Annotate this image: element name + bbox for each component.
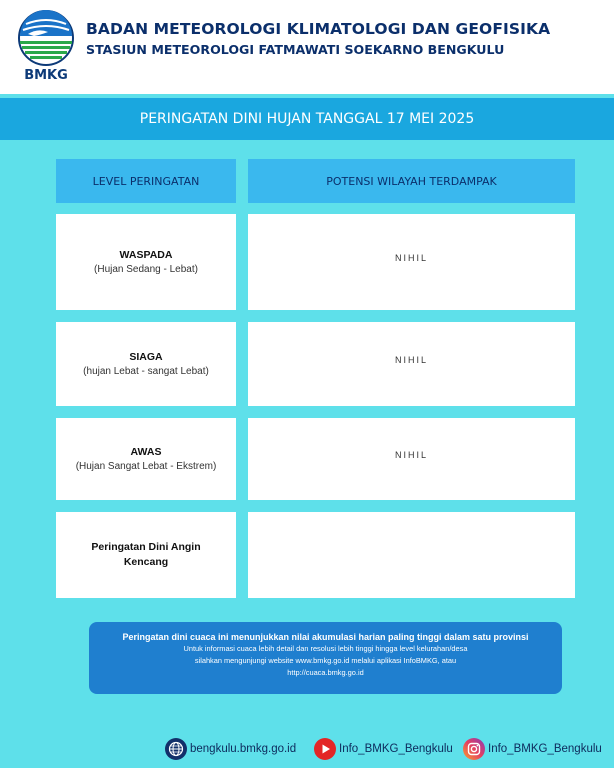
level-cell-waspada: [56, 214, 236, 310]
note-line: silahkan mengunjungi website www.bmkg.go.id melalui aplikasi InfoBMKG, atau: [194, 656, 457, 665]
area-value: NIHIL: [394, 450, 428, 460]
column-header-area: POTENSI WILAYAH TERDAMPAK: [248, 159, 575, 203]
level-name: AWAS: [130, 446, 162, 458]
level-name: Peringatan Dini Angin Kencang: [91, 541, 201, 568]
bmkg-logo: [14, 10, 78, 86]
area-value: NIHIL: [394, 253, 428, 263]
org-name: BADAN METEOROLOGI KLIMATOLOGI DAN GEOFISIKA: [86, 20, 551, 38]
column-header-level: LEVEL PERINGATAN: [56, 159, 236, 203]
level-detail: (hujan Lebat - sangat Lebat): [83, 366, 209, 377]
level-name: WASPADA: [119, 249, 173, 261]
youtube-icon: [314, 738, 336, 760]
area-value: NIHIL: [394, 355, 428, 365]
footer-website[interactable]: [165, 737, 296, 761]
level-name: SIAGA: [129, 351, 163, 363]
level-detail: (Hujan Sedang - Lebat): [94, 264, 198, 275]
info-note: [89, 622, 562, 694]
bmkg-logo-icon: [14, 10, 78, 68]
area-cell-awas: [248, 418, 575, 500]
note-line: Untuk informasi cuaca lebih detail dan resolusi lebih tinggi hingga level kelurahan/desa: [183, 644, 468, 653]
area-cell-siaga: [248, 322, 575, 406]
instagram-text: Info_BMKG_Bengkulu: [488, 743, 602, 755]
website-text: bengkulu.bmkg.go.id: [190, 743, 297, 755]
note-main: Peringatan dini cuaca ini menunjukkan nilai akumulasi harian paling tinggi dalam satu provinsi: [122, 632, 529, 642]
footer-instagram[interactable]: [463, 737, 602, 761]
youtube-text: Info_BMKG_Bengkulu: [339, 743, 453, 755]
footer-youtube[interactable]: [314, 737, 453, 761]
area-cell-wind: [248, 512, 575, 598]
level-cell-wind: [56, 512, 236, 598]
level-detail: (Hujan Sangat Lebat - Ekstrem): [75, 461, 217, 472]
level-cell-siaga: [56, 322, 236, 406]
instagram-icon: [463, 738, 485, 760]
station-name: STASIUN METEOROLOGI FATMAWATI SOEKARNO BENGKULU: [86, 42, 505, 57]
page-title: PERINGATAN DINI HUJAN TANGGAL 17 MEI 2025: [0, 98, 614, 140]
header: [0, 0, 614, 94]
logo-text: BMKG: [24, 68, 68, 83]
note-link[interactable]: http://cuaca.bmkg.go.id: [287, 668, 364, 677]
level-cell-awas: [56, 418, 236, 500]
area-cell-waspada: [248, 214, 575, 310]
globe-icon: [165, 738, 187, 760]
